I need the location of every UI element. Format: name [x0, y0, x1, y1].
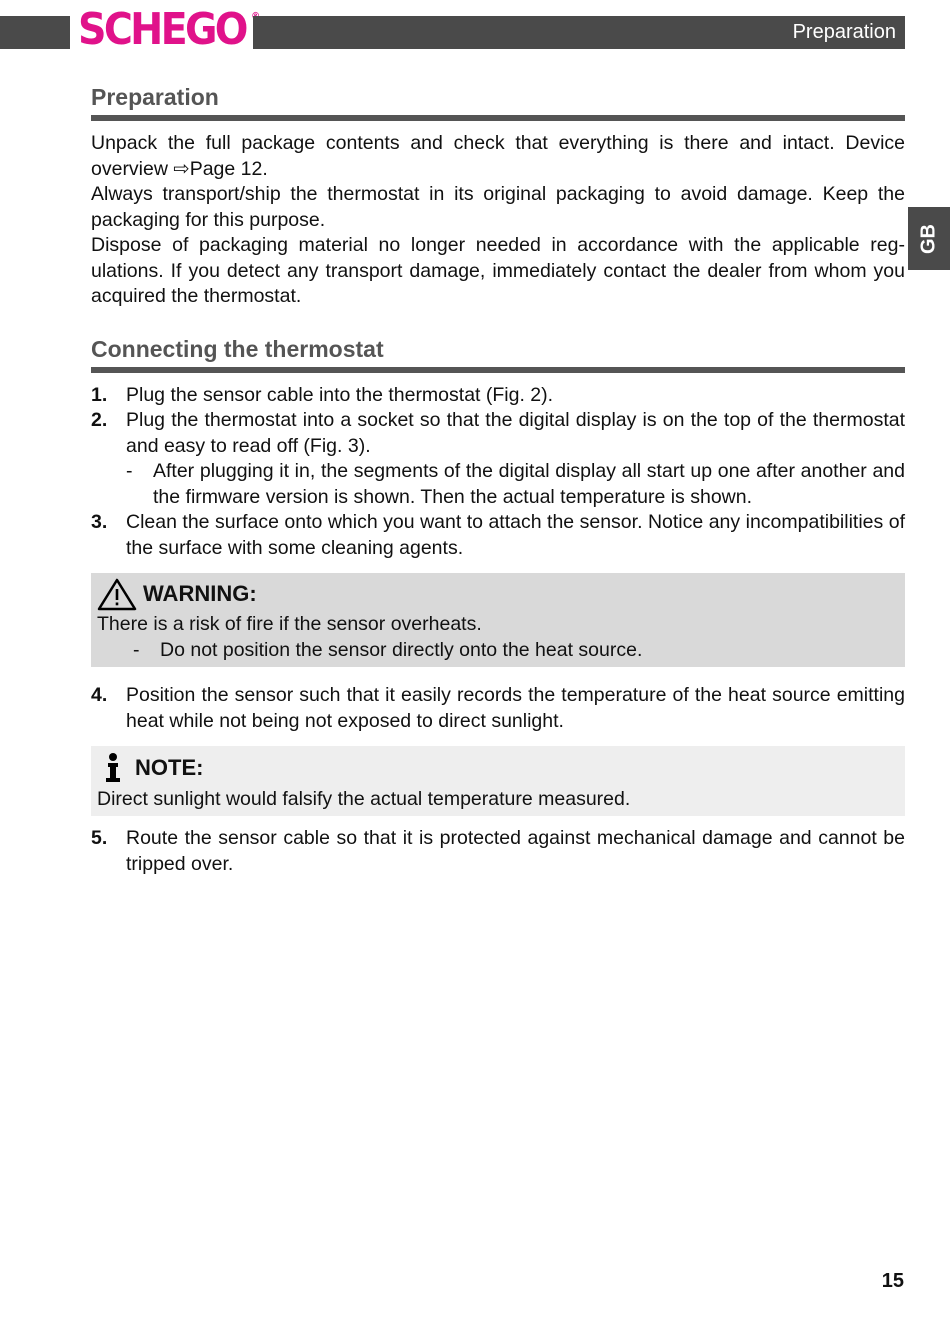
warning-box — [91, 573, 905, 667]
bullet-dash: - — [133, 639, 140, 661]
steps-list — [91, 383, 905, 562]
paragraph: Always transport/ship the thermostat in its original packaging to avoid damage. Keep the packaging for this purpose. — [91, 183, 905, 231]
language-tab-label: GB — [917, 223, 940, 254]
step-text: Clean the surface onto which you want to attach the sensor. Notice any incompatibilities of the surface with some cleaning agents. — [126, 511, 905, 559]
step-number: 1. — [91, 383, 108, 406]
info-icon — [103, 752, 123, 784]
brand-name: SCHEGO — [78, 4, 246, 55]
page-number: 15 — [881, 1270, 904, 1292]
step-number: 2. — [91, 409, 108, 431]
step-item — [91, 683, 905, 734]
note-box — [91, 746, 905, 816]
brand-logo — [78, 6, 260, 54]
step-text: Position the sensor such that it easily records the temperature of the heat source emitting heat while not being not exposed to direct sunlight. — [126, 684, 905, 732]
section-rule — [91, 115, 905, 121]
header-section-label: Preparation — [792, 21, 896, 43]
step-subitem-text: After plugging it in, the segments of the digital display all start up one after another and the firmware version is shown. Then the actual temperature is shown. — [153, 460, 905, 508]
header-bar-left — [0, 16, 70, 49]
paragraph: Dispose of packaging material no longer needed in accordance with the applicable regulations. If you detect any transport damage, immediately contact the dealer from whom you acquired the thermostat. — [91, 234, 905, 307]
step-number: 5. — [91, 827, 108, 849]
step-number: 3. — [91, 511, 108, 533]
header-bar-right — [253, 16, 905, 49]
note-title-row — [97, 750, 899, 786]
warning-title: WARNING: — [143, 581, 257, 606]
warning-text: There is a risk of fire if the sensor overheats. — [97, 613, 482, 635]
warning-subitem — [97, 637, 899, 663]
step-item — [91, 826, 905, 877]
warning-triangle-icon — [97, 577, 137, 611]
step-item — [91, 408, 905, 510]
step-text: Plug the thermostat into a socket so that the digital display is on the top of the thermostat and easy to read off (Fig. 3). — [126, 409, 905, 457]
note-text: Direct sunlight would falsify the actual temperature measured. — [97, 788, 631, 810]
step-text: Route the sensor cable so that it is protected against mechanical damage and cannot be tripped over. — [126, 827, 905, 875]
section-title-preparation: Preparation — [91, 84, 219, 110]
steps-list — [91, 826, 905, 877]
section-rule — [91, 367, 905, 373]
section-connecting — [91, 332, 905, 878]
step-item — [91, 383, 905, 409]
warning-subitem-text: Do not position the sensor directly onto the heat source. — [160, 639, 643, 661]
step-subitem — [126, 459, 905, 510]
section-title-connecting: Connecting the thermostat — [91, 335, 384, 362]
note-title: NOTE: — [135, 755, 204, 780]
bullet-dash: - — [126, 460, 133, 482]
language-tab — [908, 207, 950, 270]
step-text: Plug the sensor cable into the thermostat (Fig. 2). — [126, 383, 554, 406]
paragraph: Unpack the full package contents and check that everything is there and intact. Device overview ⇨Page 12. — [91, 132, 905, 180]
step-item — [91, 510, 905, 561]
steps-list — [91, 683, 905, 734]
page-content — [91, 80, 905, 877]
step-number: 4. — [91, 684, 108, 706]
warning-title-row — [97, 577, 899, 611]
